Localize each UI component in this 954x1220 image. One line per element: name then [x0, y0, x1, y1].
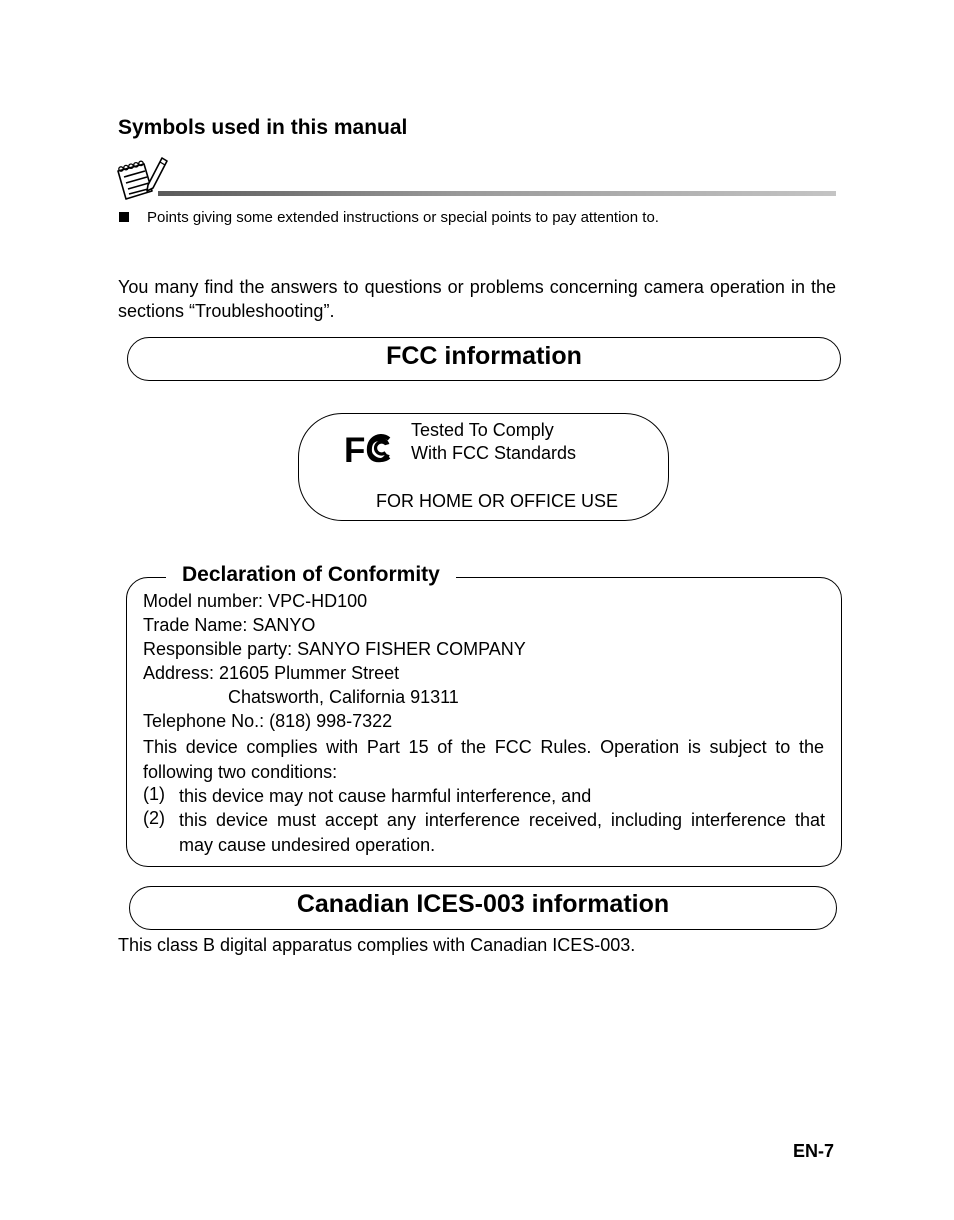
address-line1: Address: 21605 Plummer Street [143, 663, 400, 683]
address-line2: Chatsworth, California 91311 [228, 687, 459, 707]
note-divider-rule [158, 191, 836, 196]
model-number: Model number: VPC-HD100 [143, 591, 368, 611]
svg-text:FC: FC [344, 431, 391, 466]
fcc-tested-line2: With FCC Standards [411, 443, 577, 463]
trade-name: Trade Name: SANYO [143, 615, 316, 635]
condition-number: (2) [143, 808, 165, 828]
page-number: EN-7 [793, 1141, 835, 1161]
responsible-party: Responsible party: SANYO FISHER COMPANY [143, 639, 526, 659]
note-bullet-text: Points giving some extended instructions or special points to pay attention to. [147, 209, 659, 226]
bullet-square-icon [119, 212, 129, 222]
fcc-logo-icon [344, 430, 392, 466]
fcc-title-box [127, 337, 841, 381]
telephone: Telephone No.: (818) 998-7322 [143, 711, 393, 731]
condition-text: this device must accept any interference received, including interference that may cause undesired operation. [179, 810, 825, 855]
compliance-statement: This device complies with Part 15 of the FCC Rules. Operation is subject to the following two conditions: [143, 737, 824, 782]
canadian-title: Canadian ICES-003 information [296, 890, 670, 918]
canadian-statement: This class B digital apparatus complies with Canadian ICES-003. [118, 935, 636, 955]
canadian-title-box [129, 886, 837, 930]
fcc-title: FCC information [386, 342, 582, 370]
memo-notepad-icon [114, 155, 168, 205]
intro-paragraph: You many find the answers to questions or problems concerning camera operation in the sections “Troubleshooting”. [118, 277, 836, 321]
condition-text: this device may not cause harmful interference, and [179, 786, 592, 806]
symbols-heading: Symbols used in this manual [118, 116, 408, 139]
condition-number: (1) [143, 784, 165, 804]
fcc-tested-line1: Tested To Comply [411, 420, 554, 440]
fcc-use-line: FOR HOME OR OFFICE USE [376, 491, 619, 511]
declaration-title: Declaration of Conformity [166, 563, 456, 587]
